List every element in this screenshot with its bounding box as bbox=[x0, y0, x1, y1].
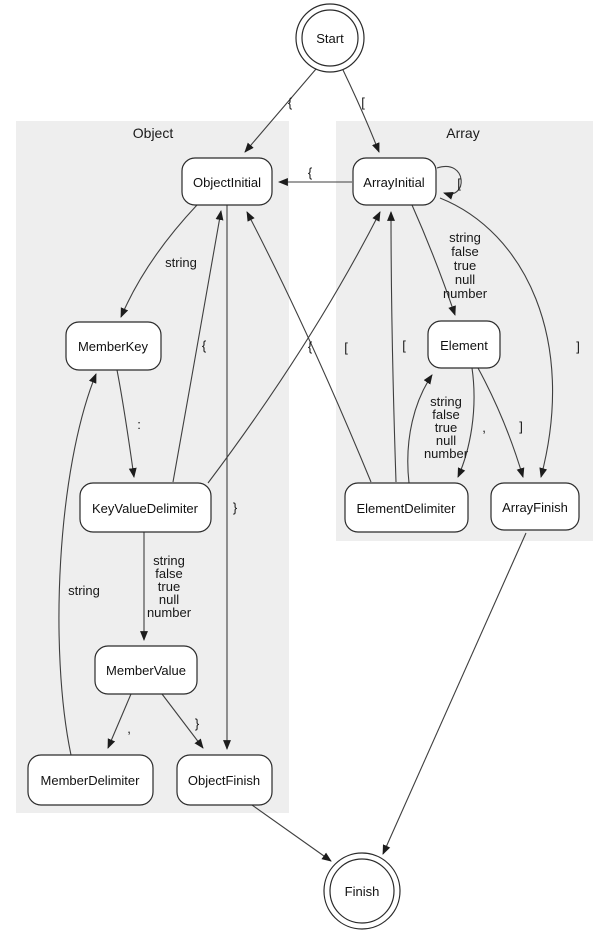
node-keyvaluedelimiter bbox=[80, 483, 211, 532]
edge-label-line: null bbox=[435, 433, 457, 448]
node-label: ArrayFinish bbox=[502, 500, 568, 515]
node-memberdelimiter bbox=[28, 755, 153, 805]
edge-label-string: string bbox=[68, 583, 100, 598]
node-label: MemberValue bbox=[106, 663, 186, 678]
edge-label-line: null bbox=[454, 272, 476, 287]
edge-label-close-bracket: ] bbox=[519, 419, 523, 434]
node-memberkey bbox=[66, 322, 161, 370]
edge-label-open-brace: { bbox=[287, 95, 293, 110]
edge-label-close-brace: } bbox=[194, 716, 200, 731]
edge-label-line: number bbox=[423, 446, 469, 461]
edge-label-line: false bbox=[451, 244, 479, 259]
node-label: Element bbox=[440, 338, 488, 353]
edge-label-open-bracket: [ bbox=[402, 338, 406, 353]
node-label: Finish bbox=[344, 884, 380, 899]
object-cluster bbox=[16, 121, 289, 813]
edge-label-line: true bbox=[157, 579, 181, 594]
edge-label-line: number bbox=[146, 605, 192, 620]
edge-label-line: number bbox=[442, 286, 488, 301]
node-label: ObjectInitial bbox=[193, 175, 261, 190]
node-label: MemberDelimiter bbox=[40, 773, 140, 788]
node-label: KeyValueDelimiter bbox=[92, 501, 198, 516]
node-label: Start bbox=[316, 31, 344, 46]
node-arrayfinish bbox=[491, 483, 579, 530]
node-membervalue bbox=[95, 646, 197, 694]
node-element bbox=[428, 321, 500, 368]
edge-label-open-bracket: [ bbox=[457, 176, 461, 191]
edge-label-open-brace: { bbox=[201, 338, 207, 353]
edge-label-line: string bbox=[449, 230, 481, 245]
object-cluster-label: Object bbox=[132, 125, 174, 141]
array-cluster-label: Array bbox=[446, 125, 480, 141]
node-label: ArrayInitial bbox=[363, 175, 425, 190]
edge-label-comma: , bbox=[127, 721, 131, 736]
node-start bbox=[296, 4, 364, 72]
edge-label-open-brace: { bbox=[307, 165, 313, 180]
edge-label-close-brace: } bbox=[232, 500, 238, 515]
node-objectinitial bbox=[182, 158, 272, 205]
edge-label-open-brace: { bbox=[307, 339, 313, 354]
edge-label-line: string bbox=[430, 394, 462, 409]
node-finish bbox=[324, 853, 400, 929]
node-arrayinitial bbox=[353, 158, 436, 205]
edge-objectfinish-to-finish bbox=[252, 805, 331, 861]
edge-label-line: false bbox=[432, 407, 460, 422]
node-label: MemberKey bbox=[77, 339, 149, 354]
node-label: ObjectFinish bbox=[187, 773, 261, 788]
edge-label-line: true bbox=[434, 420, 458, 435]
edge-label-comma: , bbox=[482, 420, 486, 435]
edge-label-open-bracket: [ bbox=[361, 95, 365, 110]
edge-label-string: string bbox=[165, 255, 197, 270]
node-elementdelimiter bbox=[345, 483, 468, 532]
edge-label-line: string bbox=[153, 553, 185, 568]
edge-label-line: false bbox=[155, 566, 183, 581]
edge-label-close-bracket: ] bbox=[576, 339, 580, 354]
node-objectfinish bbox=[177, 755, 272, 805]
edge-label-line: null bbox=[158, 592, 180, 607]
edge-label-line: true bbox=[453, 258, 477, 273]
edge-label-colon: : bbox=[137, 417, 141, 432]
node-label: ElementDelimiter bbox=[356, 501, 456, 516]
edge-arrayfinish-to-finish bbox=[383, 533, 526, 854]
edge-label-open-bracket: [ bbox=[344, 340, 348, 355]
